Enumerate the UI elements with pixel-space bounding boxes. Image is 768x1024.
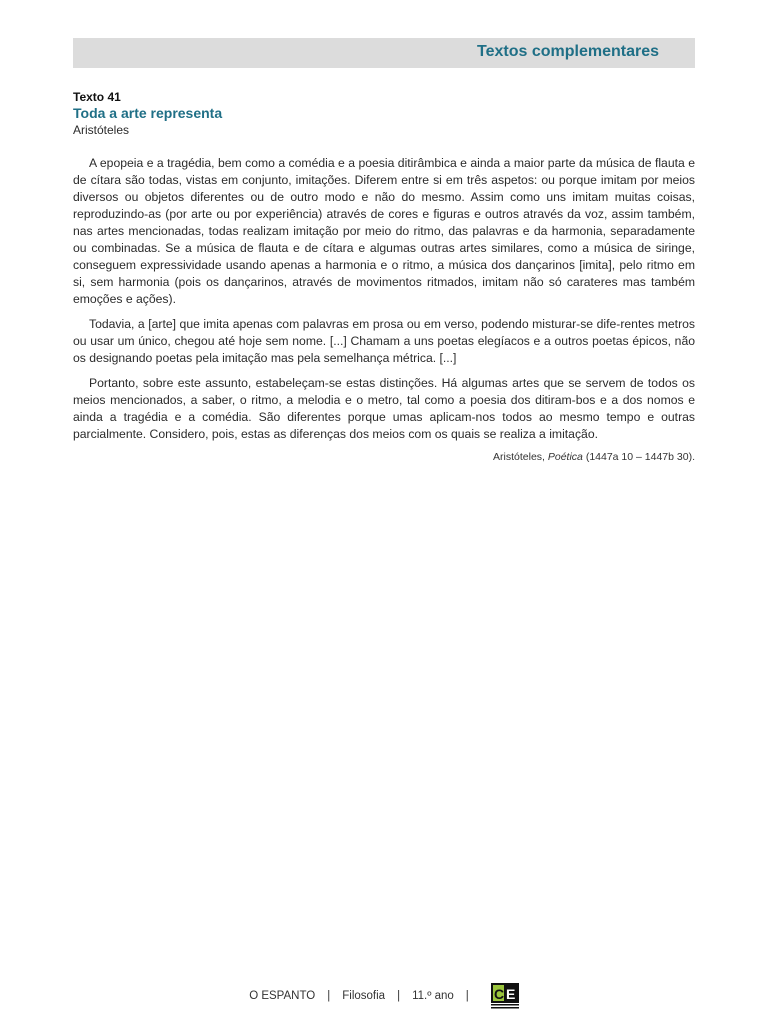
citation-author: Aristóteles, bbox=[493, 451, 548, 463]
svg-text:C: C bbox=[493, 986, 504, 1002]
page-footer bbox=[0, 985, 768, 1007]
text-number: Texto 41 bbox=[73, 90, 121, 104]
footer-subject: Filosofia bbox=[342, 990, 386, 1002]
section-header-bar bbox=[73, 38, 695, 68]
footer-separator: | bbox=[465, 990, 469, 1002]
publisher-logo-icon bbox=[491, 983, 519, 1009]
footer-grade: 11.º ano bbox=[412, 990, 454, 1002]
article bbox=[73, 90, 695, 463]
paragraph-2: Todavia, a [arte] que imita apenas com palavras em prosa ou em verso, podendo misturar-se dife-rentes metros ou usar um único, chegou até hoje sem nome. [...] Chamam a uns poetas elegíacos e a outros poetas épicos, não os designando poetas pela imitação mas pela semelhança métrica. [...] bbox=[73, 317, 695, 365]
footer-separator: | bbox=[327, 990, 331, 1002]
citation-ref: (1447a 10 – 1447b 30). bbox=[582, 451, 695, 463]
paragraph-1: A epopeia e a tragédia, bem como a comédia e a poesia ditirâmbica e ainda a maior parte da música de flauta e de cítara são todas, vistas em conjunto, imitações. Diferem entre si em três aspetos: ou porque imitam por meios diversos ou objetos diferentes ou de outro modo e não do mesmo. Assim como uns imitam muitas coisas, reproduzindo-as (por arte ou por experiência) através de cores e figuras e outros através da voz, assim também, nas artes mencionadas, todas realizam imitação por meio do ritmo, das palavras e da harmonia, separadamente ou combinadas. Se a música de flauta e de cítara e algumas outras artes similares, como a música de siringe, conseguem expressividade usando apenas a harmonia e o ritmo, a música dos dançarinos [imita], pelo ritmo em si, sem harmonia (pois os dançarinos, através de movimentos ritmados, imitam não só carateres mas também emoções e ações). bbox=[73, 156, 695, 306]
paragraph-3: Portanto, sobre este assunto, estabeleçam-se estas distinções. Há algumas artes que se servem de todos os meios mencionados, a saber, o ritmo, a melodia e o metro, tal como a poesia dos ditiram-bos e a dos nomos e ainda a tragédia e a comédia. São diferentes porque umas aplicam-nos todos ao mesmo tempo e outras parcialmente. Considero, pois, estas as diferenças dos meios com os quais se realiza a imitação. bbox=[73, 376, 695, 441]
text-title: Toda a arte representa bbox=[73, 105, 223, 121]
section-title: Textos complementares bbox=[477, 43, 659, 60]
footer-book-title: O ESPANTO bbox=[249, 990, 316, 1002]
text-author: Aristóteles bbox=[73, 123, 130, 137]
citation bbox=[73, 451, 695, 463]
citation-work: Poética bbox=[547, 451, 583, 463]
svg-text:E: E bbox=[505, 986, 516, 1002]
footer-separator: | bbox=[397, 990, 401, 1002]
